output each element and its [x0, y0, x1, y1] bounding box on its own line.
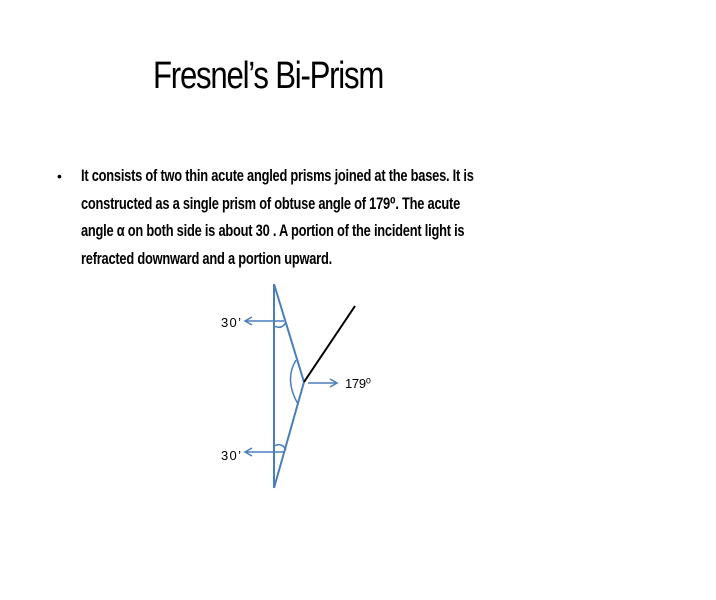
incident-ray	[304, 306, 355, 382]
obtuse-angle-label: 179⁰	[345, 376, 371, 391]
top-angle-label: 30’	[221, 315, 241, 330]
bullet-line-1: It consists of two thin acute angled prisms joined at the bases. It is	[81, 167, 474, 185]
bullet-line-2: constructed as a single prism of obtuse angle of 179⁰. The acute	[81, 194, 461, 213]
prism-lower-face	[274, 382, 304, 488]
biprism-svg	[200, 270, 400, 500]
bullet-text	[81, 163, 487, 273]
top-angle-arc	[274, 322, 286, 327]
bottom-angle-label: 30’	[221, 448, 241, 463]
bullet-marker: •	[57, 168, 62, 184]
bullet-line-3: angle α on both side is about 30 . A portion of the incident light is	[81, 222, 465, 240]
obtuse-angle-arc	[290, 360, 298, 404]
slide-title: Fresnel’s Bi-Prism	[153, 55, 384, 97]
bullet-line-4: refracted downward and a portion upward.	[81, 249, 332, 268]
biprism-diagram	[200, 270, 400, 500]
prism-upper-face	[274, 284, 304, 382]
